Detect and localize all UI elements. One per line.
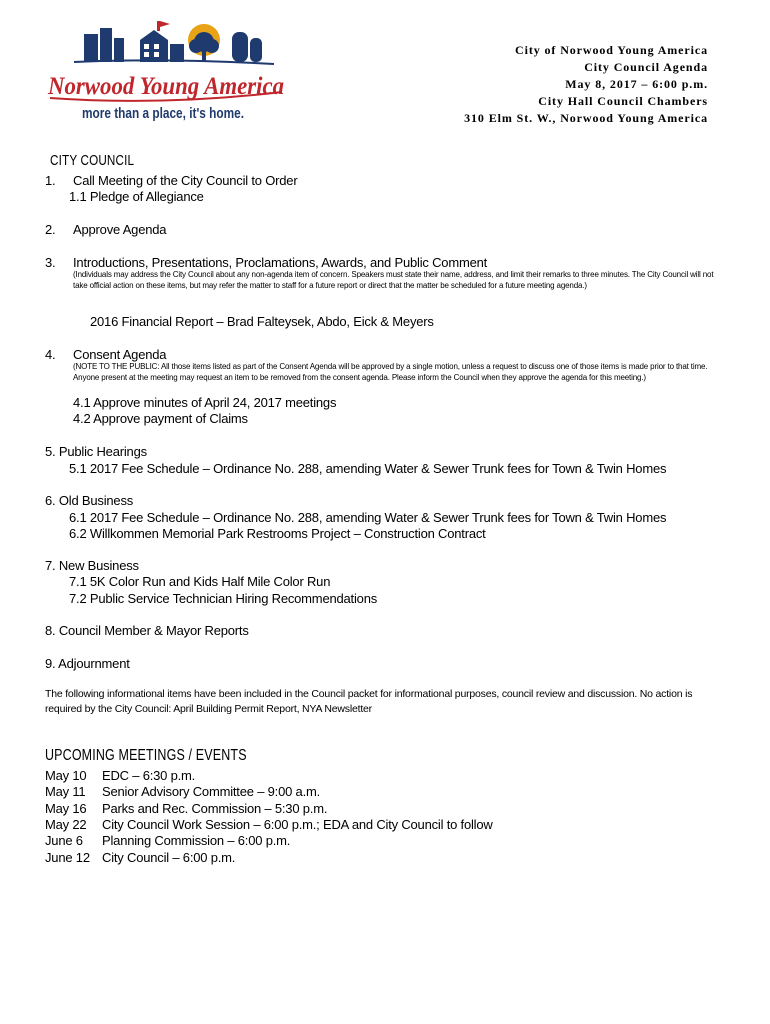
item-5-label: 5. Public Hearings	[45, 444, 147, 459]
item-3-label: Introductions, Presentations, Proclamations, Awards, and Public Comment	[73, 255, 488, 270]
event-description: Planning Commission – 6:00 p.m.	[102, 833, 291, 848]
header-title: City Council Agenda	[584, 60, 708, 74]
item-3-note: (Individuals may address the City Council about any non-agenda item of concern. Speakers must state their name, address, and limit their remarks to three minutes. The City Council will not take official action on these items, but may refer the matter to staff for a future report or direct that the matter be scheduled for a future meeting agenda.)	[73, 270, 714, 290]
item-1-number: 1.	[45, 173, 56, 188]
header-address: 310 Elm St. W., Norwood Young America	[464, 111, 708, 125]
item-2-label: Approve Agenda	[73, 222, 167, 237]
item-7-sub-2: 7.2 Public Service Technician Hiring Recommendations	[69, 591, 378, 606]
city-logo	[44, 18, 294, 126]
item-6-sub-2: 6.2 Willkommen Memorial Park Restrooms Project – Construction Contract	[69, 526, 486, 541]
event-date: May 16	[45, 801, 87, 816]
item-3-number: 3.	[45, 255, 56, 270]
header-date: May 8, 2017 – 6:00 p.m.	[565, 77, 708, 91]
event-date: June 12	[45, 850, 90, 865]
header-location: City Hall Council Chambers	[538, 94, 708, 108]
event-date: June 6	[45, 833, 83, 848]
item-4-sub-2: 4.2 Approve payment of Claims	[73, 411, 248, 426]
section-title-upcoming-events: UPCOMING MEETINGS / EVENTS	[45, 747, 247, 764]
item-5-sub-1: 5.1 2017 Fee Schedule – Ordinance No. 288, amending Water & Sewer Trunk fees for Town & Twin Homes	[69, 461, 667, 476]
item-7-label: 7. New Business	[45, 558, 139, 573]
event-description: Senior Advisory Committee – 9:00 a.m.	[102, 784, 321, 799]
item-4-note: (NOTE TO THE PUBLIC: All those items listed as part of the Consent Agenda will be approved by a single motion, unless a request to discuss one of those items is made prior to that time. Anyone present at the meeting may request an item to be removed from the consent agenda. Please inform the Council when they approve the agenda for this meeting.)	[73, 362, 708, 382]
event-description: EDC – 6:30 p.m.	[102, 768, 196, 783]
skyline-graphic	[84, 28, 262, 62]
logo-tagline: more than a place, it's home.	[82, 105, 244, 122]
informational-items-note: The following informational items have been included in the Council packet for informational purposes, council review and discussion. No action is required by the City Council: April Building Permit Report, NYA Newsletter	[45, 688, 693, 715]
item-4-number: 4.	[45, 347, 56, 362]
item-2-number: 2.	[45, 222, 56, 237]
agenda-header	[464, 42, 708, 127]
header-city: City of Norwood Young America	[515, 43, 708, 57]
event-date: May 10	[45, 768, 87, 783]
event-date: May 22	[45, 817, 87, 832]
section-title-city-council: CITY COUNCIL	[50, 152, 135, 169]
event-description: City Council Work Session – 6:00 p.m.; EDA and City Council to follow	[102, 817, 493, 832]
item-9-label: 9. Adjournment	[45, 656, 130, 671]
item-4-sub-1: 4.1 Approve minutes of April 24, 2017 meetings	[73, 395, 337, 410]
event-date: May 11	[45, 784, 86, 799]
item-1-sub-1: 1.1 Pledge of Allegiance	[69, 189, 204, 204]
item-7-sub-1: 7.1 5K Color Run and Kids Half Mile Color Run	[69, 574, 331, 589]
item-1-label: Call Meeting of the City Council to Order	[73, 173, 298, 188]
event-description: Parks and Rec. Commission – 5:30 p.m.	[102, 801, 328, 816]
item-8-label: 8. Council Member & Mayor Reports	[45, 623, 249, 638]
logo-name: Norwood Young America	[47, 73, 285, 100]
item-6-sub-1: 6.1 2017 Fee Schedule – Ordinance No. 288, amending Water & Sewer Trunk fees for Town & Twin Homes	[69, 510, 667, 525]
item-6-label: 6. Old Business	[45, 493, 134, 508]
event-description: City Council – 6:00 p.m.	[102, 850, 236, 865]
item-4-label: Consent Agenda	[73, 347, 167, 362]
item-3-sub-1: 2016 Financial Report – Brad Falteysek, Abdo, Eick & Meyers	[90, 314, 434, 329]
